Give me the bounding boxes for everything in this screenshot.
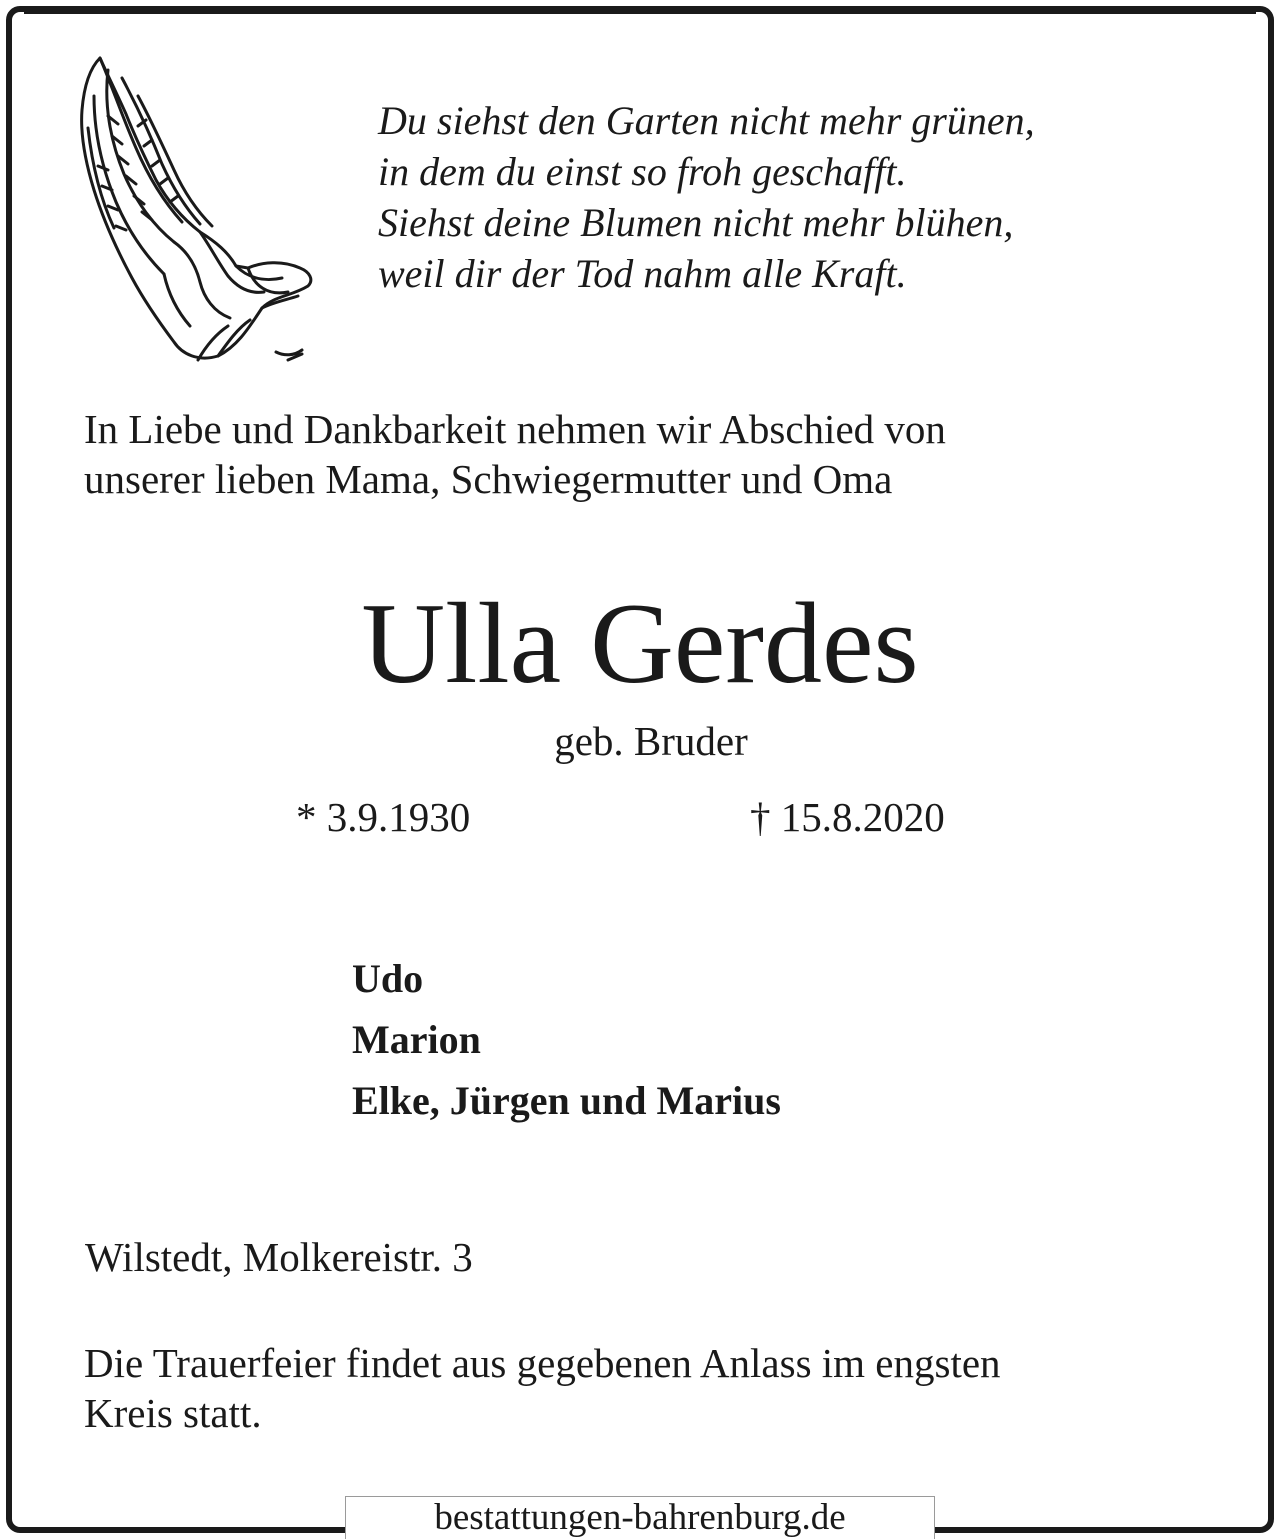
verse-line: in dem du einst so froh geschafft.: [378, 149, 907, 194]
death-date: † 15.8.2020: [750, 794, 945, 840]
intro-text: [84, 404, 1224, 504]
funeral-home-link[interactable]: bestattungen-bahrenburg.de: [345, 1496, 935, 1539]
mourner-name: Marion: [352, 1017, 481, 1062]
deceased-name: Ulla Gerdes: [361, 580, 919, 708]
maiden-name: geb. Bruder: [554, 718, 748, 764]
verse: [378, 95, 1248, 299]
mourner-name: Udo: [352, 956, 424, 1001]
service-line: Die Trauerfeier findet aus gegebenen Anlass im engsten: [84, 1340, 1001, 1386]
mourners-list: [352, 948, 781, 1131]
top-rule: [24, 12, 1256, 14]
verse-line: Siehst deine Blumen nicht mehr blühen,: [378, 200, 1014, 245]
birth-date: * 3.9.1930: [296, 794, 471, 840]
service-note: [84, 1338, 1224, 1438]
intro-line: In Liebe und Dankbarkeit nehmen wir Abschied von: [84, 406, 946, 452]
intro-line: unserer lieben Mama, Schwiegermutter und Oma: [84, 456, 893, 502]
praying-hands-icon: [78, 56, 318, 362]
verse-line: Du siehst den Garten nicht mehr grünen,: [378, 98, 1035, 143]
service-line: Kreis statt.: [84, 1390, 262, 1436]
mourner-name: Elke, Jürgen und Marius: [352, 1078, 781, 1123]
address: Wilstedt, Molkereistr. 3: [85, 1234, 473, 1280]
verse-line: weil dir der Tod nahm alle Kraft.: [378, 251, 907, 296]
